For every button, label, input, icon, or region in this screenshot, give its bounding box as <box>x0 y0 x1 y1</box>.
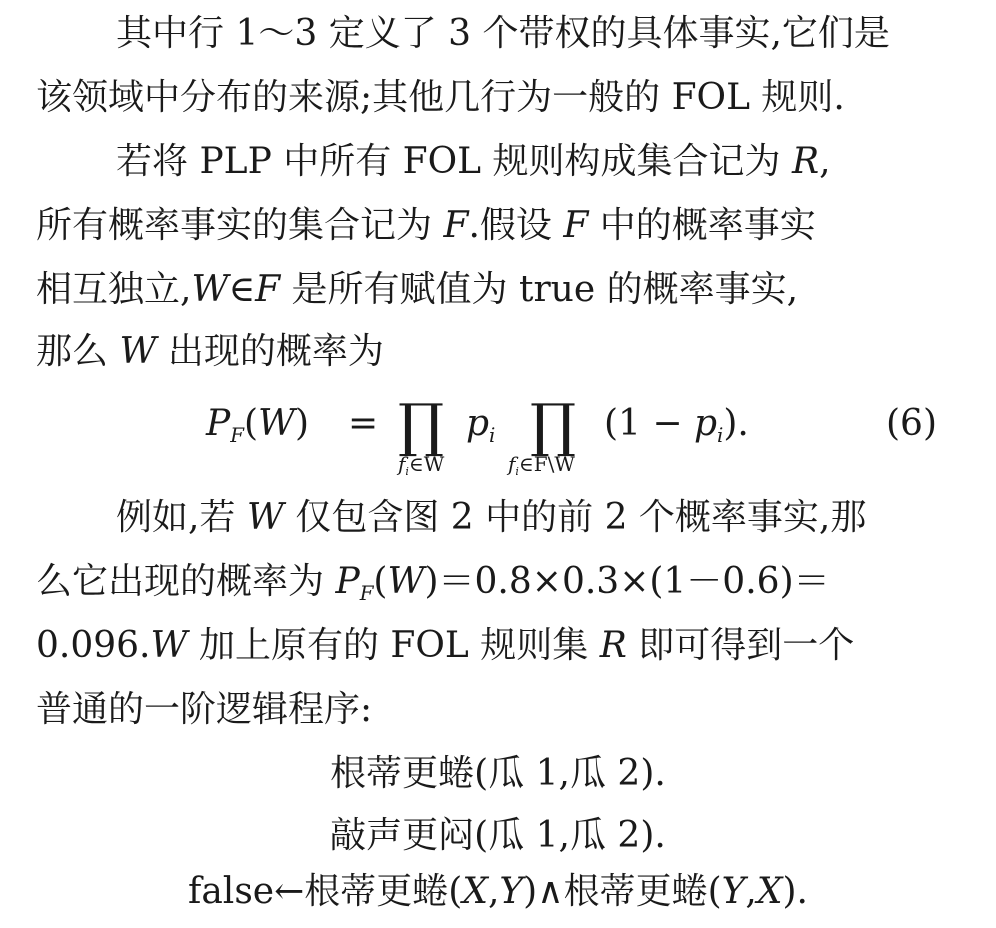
text-span: ( <box>373 561 388 602</box>
math-symbol: (1 − <box>604 403 694 444</box>
math-symbol: p <box>466 403 490 444</box>
para3-line2 <box>36 560 960 616</box>
program-line1 <box>0 752 996 796</box>
math-symbol: ∈W <box>408 452 445 476</box>
program-line3 <box>0 870 996 914</box>
text-span: 仅包含图 2 中的前 2 个概率事实,那 <box>283 497 867 538</box>
product2-index <box>508 452 575 484</box>
text-span: 敲声更闷(瓜 1,瓜 2). <box>330 815 666 856</box>
text-span: )∧根蒂更蜷( <box>523 871 722 912</box>
math-subscript: i <box>405 464 409 478</box>
math-symbol: W <box>150 625 188 666</box>
math-symbol: R <box>791 141 820 182</box>
math-symbol: ( <box>243 403 259 444</box>
factor-p <box>466 402 495 458</box>
product-symbol: ∏ <box>530 391 577 459</box>
para3-line3 <box>36 624 960 668</box>
para3-line1 <box>116 496 960 540</box>
product1-index <box>398 452 444 484</box>
math-symbol: f <box>398 452 406 476</box>
math-symbol: f <box>508 452 516 476</box>
para3-line4 <box>36 688 960 732</box>
text-span: ). <box>782 871 808 912</box>
text-span: 相互独立, <box>36 269 192 310</box>
math-symbol: W <box>191 269 229 310</box>
factor-one-minus-p <box>604 402 749 458</box>
math-subscript: i <box>489 423 496 447</box>
text-span: 该领域中分布的来源;其他几行为一般的 FOL 规则. <box>36 77 845 118</box>
para2-line4 <box>36 330 960 374</box>
program-line2 <box>0 814 996 858</box>
math-symbol: F <box>255 269 281 310</box>
para2-line3 <box>36 268 960 312</box>
text-span: 例如,若 <box>116 497 247 538</box>
math-symbol: W <box>258 403 296 444</box>
math-symbol: ). <box>723 403 749 444</box>
math-subscript: i <box>515 464 519 478</box>
math-symbol: ) <box>295 403 310 444</box>
math-symbol: P <box>206 403 231 444</box>
math-symbol: X <box>462 871 488 912</box>
para2-line2 <box>36 204 960 248</box>
math-symbol: p <box>694 403 718 444</box>
math-subscript: F <box>230 423 244 447</box>
text-span: .假设 <box>468 205 564 246</box>
math-symbol: Y <box>499 871 524 912</box>
math-symbol: W <box>119 331 157 372</box>
math-subscript: i <box>717 423 724 447</box>
math-symbol: W <box>246 497 284 538</box>
math-subscript: F <box>359 581 374 605</box>
math-symbol: R <box>599 625 627 666</box>
text-span: 么它出现的概率为 <box>36 561 336 602</box>
text-span: , <box>745 871 757 912</box>
para2-line1 <box>116 140 960 184</box>
equation-lhs <box>206 402 309 458</box>
math-symbol: ∈F\W <box>518 452 575 476</box>
text-span: 那么 <box>36 331 120 372</box>
equation-6 <box>0 386 996 482</box>
text-span: false←根蒂更蜷( <box>188 871 463 912</box>
text-span: , <box>819 141 831 182</box>
text-span: 即可得到一个 <box>626 625 855 666</box>
equation-number: (6) <box>886 403 937 444</box>
text-span: 根蒂更蜷(瓜 1,瓜 2). <box>330 753 666 794</box>
para1-line1 <box>116 12 960 56</box>
product-symbol: ∏ <box>398 391 445 459</box>
text-span: 加上原有的 FOL 规则集 <box>187 625 600 666</box>
text-span: 普通的一阶逻辑程序: <box>36 689 373 730</box>
text-span: 0.096. <box>36 625 151 666</box>
math-symbol: ∈ <box>228 269 256 310</box>
text-span: 若将 PLP 中所有 FOL 规则构成集合记为 <box>116 141 792 182</box>
text-span: 中的概率事实 <box>588 205 816 246</box>
para1-line2 <box>36 76 960 120</box>
text-span: , <box>487 871 500 912</box>
math-symbol: F <box>443 205 469 246</box>
text-span: 其中行 1～3 定义了 3 个带权的具体事实,它们是 <box>116 13 890 54</box>
text-span: 出现的概率为 <box>156 331 384 372</box>
text-span: 是所有赋值为 true 的概率事实, <box>280 269 799 310</box>
text-span: 所有概率事实的集合记为 <box>36 205 444 246</box>
math-symbol: X <box>756 871 783 912</box>
text-span: )＝0.8×0.3×(1－0.6)＝ <box>424 561 830 602</box>
math-symbol: F <box>563 205 589 246</box>
math-symbol: W <box>387 561 425 602</box>
math-symbol: P <box>335 561 360 602</box>
equals-sign: = <box>348 403 379 444</box>
math-symbol: Y <box>721 871 746 912</box>
